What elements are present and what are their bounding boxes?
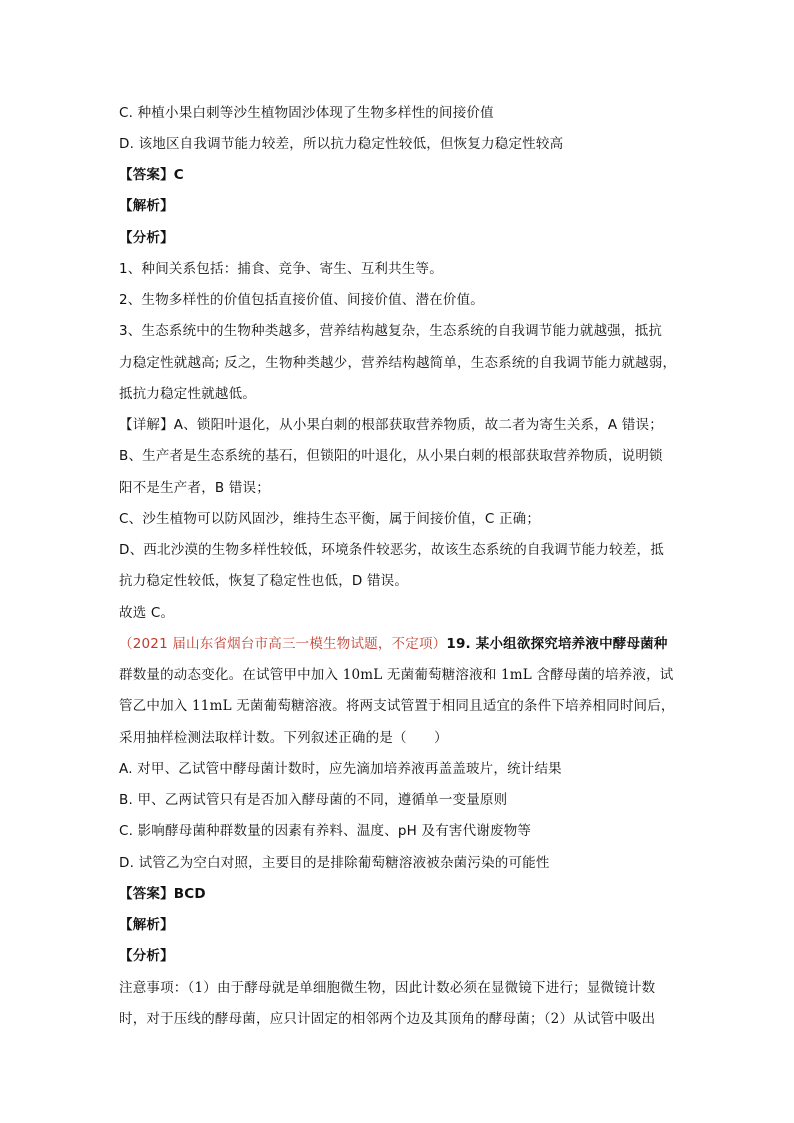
q18-jiexi-heading: 【解析】 <box>119 198 174 214</box>
q18-answer: 【答案】C <box>119 167 184 183</box>
q18-fenxi-heading: 【分析】 <box>119 230 174 246</box>
q19-stem-start: 19. 某小组欲探究培养液中酵母菌种 <box>446 636 668 652</box>
q18-conclusion: 故选 C。 <box>119 605 175 621</box>
q18-fenxi-line: 2、生物多样性的价值包括直接价值、间接价值、潜在价值。 <box>119 292 484 308</box>
q19-option-b: B. 甲、乙两试管只有是否加入酵母菌的不同，遵循单一变量原则 <box>119 792 508 808</box>
q18-fenxi-line: 1、种间关系包括：捕食、竞争、寄生、互利共生等。 <box>119 261 443 277</box>
q18-fenxi-line: 抵抗力稳定性就越低。 <box>119 386 256 402</box>
q19-stem-first-line <box>119 635 668 653</box>
q19-fenxi-heading: 【分析】 <box>119 948 174 964</box>
q19-stem-line: 群数量的动态变化。在试管甲中加入 10mL 无菌葡萄糖溶液和 1mL 含酵母菌的培养液，试 <box>119 667 674 683</box>
q19-option-c: C. 影响酵母菌种群数量的因素有养料、温度、pH 及有害代谢废物等 <box>119 823 532 839</box>
q19-option-a: A. 对甲、乙试管中酵母菌计数时，应先滴加培养液再盖盖玻片，统计结果 <box>119 761 562 777</box>
q19-source: （2021 届山东省烟台市高三一模生物试题，不定项） <box>119 636 447 652</box>
q19-note-line: 时，对于压线的酵母菌，应只计固定的相邻两个边及其顶角的酵母菌；（2）从试管中吸出 <box>119 1011 656 1027</box>
q18-detail-line: 【详解】A、锁阳叶退化，从小果白刺的根部获取营养物质，故二者为寄生关系，A 错误； <box>119 417 663 433</box>
q19-option-d: D. 试管乙为空白对照，主要目的是排除葡萄糖溶液被杂菌污染的可能性 <box>119 855 550 871</box>
q18-detail-line: 阳不是生产者，B 错误； <box>119 480 270 496</box>
q18-fenxi-line: 3、生态系统中的生物种类越多，营养结构越复杂，生态系统的自我调节能力就越强，抵抗 <box>119 323 663 339</box>
q18-detail-line: 抗力稳定性较低，恢复了稳定性也低，D 错误。 <box>119 573 409 589</box>
q19-stem-line: 管乙中加入 11mL 无菌葡萄糖溶液。将两支试管置于相同且适宜的条件下培养相同时间后， <box>119 698 675 714</box>
q19-note-line: 注意事项：（1）由于酵母就是单细胞微生物，因此计数必须在显微镜下进行；显微镜计数 <box>119 980 656 996</box>
q18-option-d: D. 该地区自我调节能力较差，所以抗力稳定性较低，但恢复力稳定性较高 <box>119 136 564 152</box>
q18-option-c: C. 种植小果白刺等沙生植物固沙体现了生物多样性的间接价值 <box>119 105 494 121</box>
q19-stem-line: 采用抽样检测法取样计数。下列叙述正确的是（ ） <box>119 730 448 746</box>
q18-detail-line: C、沙生植物可以防风固沙，维持生态平衡，属于间接价值，C 正确； <box>119 511 541 527</box>
q18-detail-line: D、西北沙漠的生物多样性较低，环境条件较恶劣，故该生态系统的自我调节能力较差，抵 <box>119 542 664 558</box>
q18-detail-line: B、生产者是生态系统的基石，但锁阳的叶退化，从小果白刺的根部获取营养物质，说明锁 <box>119 448 663 464</box>
q19-jiexi-heading: 【解析】 <box>119 917 174 933</box>
q18-fenxi-line: 力稳定性就越高; 反之，生物种类越少，营养结构越简单，生态系统的自我调节能力就越弱， <box>119 355 677 371</box>
q19-answer: 【答案】BCD <box>119 886 206 902</box>
